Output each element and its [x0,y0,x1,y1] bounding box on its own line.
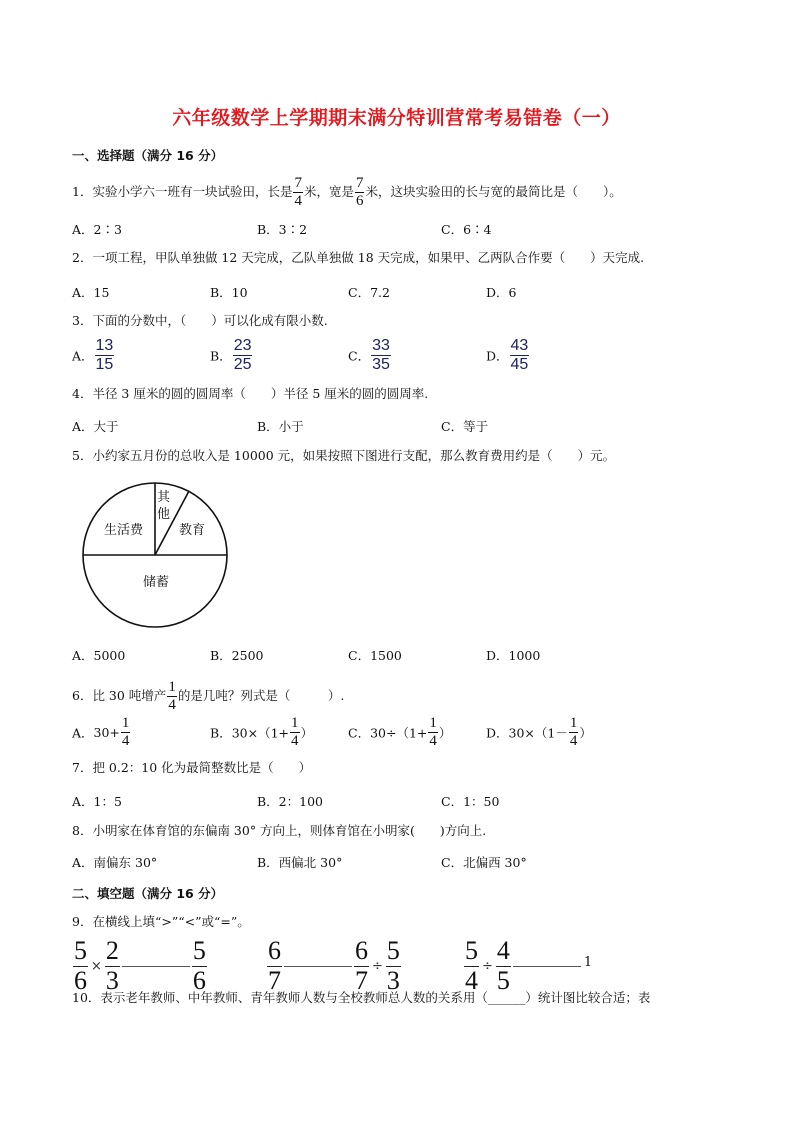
option-c[interactable] [348,716,451,749]
question-number: 10． [72,990,101,1005]
fraction [496,938,511,994]
option-a[interactable]: A．15 [72,285,110,300]
numerator: 1 [121,715,130,731]
option-a[interactable] [72,716,131,749]
denominator: 6 [192,966,206,995]
fraction [192,938,207,994]
option-b[interactable]: B．10 [210,285,248,300]
option-c[interactable]: C．1500 [348,648,402,663]
option-label: A． [72,725,94,741]
option-a[interactable]: A．2∶3 [72,222,122,237]
option-b[interactable]: B．西偏北 30° [257,855,343,870]
question-number: 6． [72,688,93,703]
answer-blank[interactable] [284,966,352,967]
question-number: 5． [72,448,93,463]
option-c[interactable]: C．6∶4 [441,222,492,237]
option-label: B． [210,348,232,364]
question-number: 4． [72,386,93,401]
question-7 [72,760,311,776]
fraction [569,716,579,749]
numerator: 33 [372,337,390,354]
numerator: 2 [105,936,119,965]
expression: 30÷（1+ [370,725,428,741]
denominator: 7 [355,966,368,995]
option-b[interactable]: B．2500 [210,648,264,663]
question-text: 实验小学六一班有一块试验田，长是 [92,184,293,199]
question-number: 2． [72,250,93,265]
question-number: 7． [72,760,93,775]
question-text: 一项工程，甲队单独做 12 天完成，乙队单独做 18 天完成，如果甲、乙两队合作要（ ）天完成. [92,250,645,265]
denominator: 4 [569,733,578,749]
denominator: 3 [105,966,119,995]
section-heading-fill: 二、填空题（满分 16 分） [72,886,224,901]
option-a[interactable] [72,338,115,373]
option-b[interactable]: B．小于 [257,419,304,434]
option-label: B． [210,725,232,741]
option-d[interactable]: D．1000 [486,648,541,663]
option-a[interactable]: A．大于 [72,419,119,434]
question-text: 的是几吨？列式是（ ）. [177,688,345,703]
denominator: 4 [168,697,176,713]
option-d[interactable]: D．6 [486,285,517,300]
numerator: 5 [192,936,206,965]
option-c[interactable]: C．北偏西 30° [441,855,527,870]
fraction [354,938,369,994]
expression: ） [300,725,314,741]
option-c[interactable] [348,338,392,373]
question-text: 下面的分数中，（ ）可以化成有限小数. [92,313,328,328]
denominator: 4 [294,193,302,209]
fraction [267,938,282,994]
numerator: 5 [465,936,478,965]
question-text: 小约家五月份的总收入是 10000 元，如果按照下图进行支配，那么教育费用约是（ ）元。 [92,448,616,463]
option-a[interactable]: A．南偏东 30° [72,855,158,870]
option-a[interactable]: A．1：5 [72,794,122,809]
numerator: 1 [429,715,437,731]
document-title: 六年级数学上学期期末满分特训营常考易错卷（一） [172,107,621,129]
denominator: 4 [291,733,299,749]
fraction [233,338,253,373]
comparison-3 [463,938,592,994]
question-number: 1． [72,184,93,199]
numerator: 5 [74,936,87,965]
pie-label-other-2: 他 [157,507,171,522]
question-text: 在横线上填“>”“<”或“=”。 [92,914,250,929]
option-b[interactable] [210,338,253,373]
numerator: 23 [233,337,252,354]
option-label: A． [72,348,94,364]
option-label: C． [348,725,371,741]
question-number: 8． [72,823,93,838]
numerator: 43 [510,337,529,354]
option-label: D． [486,725,509,741]
option-c[interactable]: C．等于 [441,419,489,434]
question-4 [72,386,428,402]
expression: ） [438,725,452,741]
fraction [464,938,479,994]
divide-operator: ÷ [372,958,383,974]
option-d[interactable] [486,716,592,749]
denominator: 35 [372,356,390,373]
fraction [371,338,391,373]
question-text: 表示老年教师、中年教师、青年教师人数与全校教师总人数的关系用（______）统计图比较合适；表 [100,990,651,1005]
times-operator: × [91,958,102,974]
pie-label-living: 生活费 [104,523,144,538]
denominator: 3 [386,966,400,995]
fraction [386,938,401,994]
numerator: 4 [496,936,510,965]
question-number: 9． [72,914,93,929]
divide-operator: ÷ [482,958,493,974]
fraction [290,716,300,749]
numerator: 7 [294,175,302,191]
fraction [95,338,115,373]
numerator: 1 [168,679,176,695]
option-label: C． [348,348,371,364]
denominator: 4 [429,733,437,749]
option-label: D． [486,348,509,364]
numerator: 1 [291,715,299,731]
question-6 [72,680,344,713]
comparison-1 [72,938,208,994]
question-text: 米，宽是 [303,184,354,199]
question-3 [72,313,328,329]
denominator: 7 [268,966,281,995]
question-text: 比 30 吨增产 [92,688,167,703]
numerator: 6 [355,936,368,965]
option-b[interactable]: B．2：100 [257,794,323,809]
fraction [167,680,177,713]
denominator: 6 [74,966,87,995]
question-9 [72,914,250,930]
option-c[interactable]: C．7.2 [348,285,390,300]
denominator: 5 [496,966,510,995]
denominator: 4 [465,966,478,995]
answer-blank[interactable] [513,966,581,967]
expression: 30+ [93,725,120,740]
pie-label-savings: 储蓄 [143,575,170,590]
question-2 [72,250,644,266]
question-5 [72,448,615,464]
numerator: 13 [95,337,114,354]
pie-chart [80,480,232,632]
value-one: 1 [583,954,593,970]
denominator: 25 [233,356,252,373]
option-b[interactable] [210,716,313,749]
question-number: 3． [72,313,93,328]
denominator: 4 [121,733,130,749]
fraction [428,716,438,749]
question-1 [72,176,622,209]
option-d[interactable] [486,338,530,373]
numerator: 1 [569,715,578,731]
fraction [121,716,131,749]
expression: 30×（1+ [231,725,289,741]
option-a[interactable]: A．5000 [72,648,126,663]
pie-label-other-1: 其 [157,490,171,505]
option-b[interactable]: B．3∶2 [257,222,308,237]
section-heading-choice: 一、选择题（满分 16 分） [72,148,224,163]
numerator: 5 [386,936,400,965]
denominator: 15 [95,356,114,373]
question-10 [72,990,650,1006]
expression: 30×（1－ [508,725,568,741]
comparison-2 [266,938,402,994]
question-text: 把 0.2：10 化为最简整数比是（ ） [92,760,312,775]
answer-blank[interactable] [122,966,190,967]
option-c[interactable]: C．1：50 [441,794,500,809]
pie-label-education: 教育 [179,523,206,538]
fraction [293,176,303,209]
question-text: 半径 3 厘米的圆的圆周率（ ）半径 5 厘米的圆的圆周率. [92,386,429,401]
denominator: 45 [510,356,529,373]
question-text: 小明家在体育馆的东偏南 30° 方向上，则体育馆在小明家( )方向上. [92,823,487,838]
numerator: 7 [355,175,364,191]
denominator: 6 [355,193,364,209]
fraction [105,938,120,994]
fraction [73,938,88,994]
question-text: 米，这块实验田的长与宽的最简比是（ ）。 [365,184,622,199]
numerator: 6 [268,936,281,965]
expression: ） [579,725,592,741]
fraction [510,338,530,373]
question-8 [72,823,486,839]
fraction [355,176,365,209]
